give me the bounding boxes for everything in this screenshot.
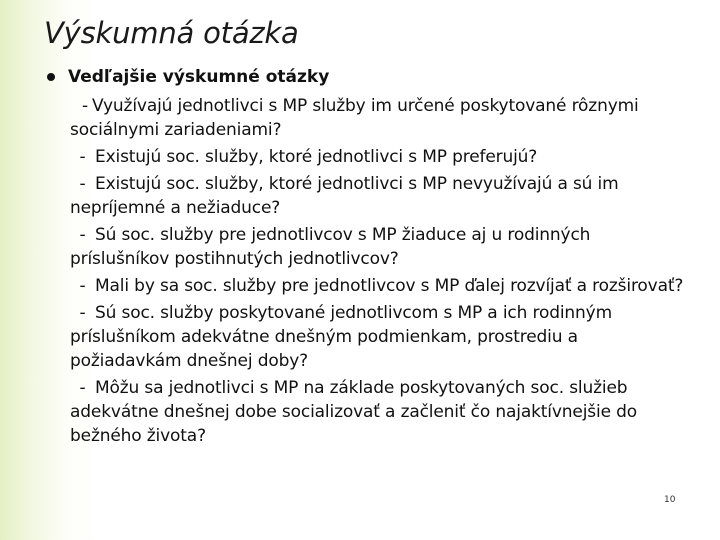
dash-icon: - (79, 174, 86, 194)
dash-icon: - (79, 378, 86, 398)
dash-icon: - (79, 225, 86, 245)
dash-icon: - (79, 147, 86, 167)
dash-icon: - (79, 303, 86, 323)
bullet-item (44, 66, 686, 88)
dash-icon: - (82, 96, 88, 116)
question-text: Môžu sa jednotlivci s MP na základe poskytovaných soc. služieb adekvátne dnešnej dobe socializovať a začleniť čo najaktívnejšie do bežného života? (70, 378, 638, 446)
question-text: Sú soc. služby poskytované jednotlivcom s MP a ich rodinným príslušníkom adekvátne dnešným podmienkam, prostrediu a požiadavkám dnešnej doby? (70, 303, 612, 371)
question-item (70, 301, 686, 373)
dash-icon: - (79, 276, 86, 296)
question-text: Existujú soc. služby, ktoré jednotlivci s MP nevyužívajú a sú im nepríjemné a nežiaduce? (70, 174, 619, 218)
slide-content (44, 66, 686, 451)
question-text: Mali by sa soc. služby pre jednotlivcov s MP ďalej rozvíjať a rozširovať? (95, 276, 684, 296)
page-number: 10 (664, 495, 676, 505)
question-item (70, 223, 686, 271)
question-text: Existujú soc. služby, ktoré jednotlivci s MP preferujú? (95, 147, 538, 167)
question-item (70, 145, 686, 169)
slide-title: Výskumná otázka (44, 16, 299, 50)
bullet-dot-icon (47, 73, 55, 81)
question-item (70, 94, 686, 142)
subheading: Vedľajšie výskumné otázky (68, 67, 330, 87)
question-item (70, 274, 686, 298)
question-text: Využívajú jednotlivci s MP služby im určené poskytované rôznymi sociálnymi zariadeniami? (70, 96, 639, 140)
question-item (70, 376, 686, 448)
question-item (70, 172, 686, 220)
question-text: Sú soc. služby pre jednotlivcov s MP žiaduce aj u rodinných príslušníkov postihnutých jednotlivcov? (70, 225, 591, 269)
question-list (44, 94, 686, 448)
